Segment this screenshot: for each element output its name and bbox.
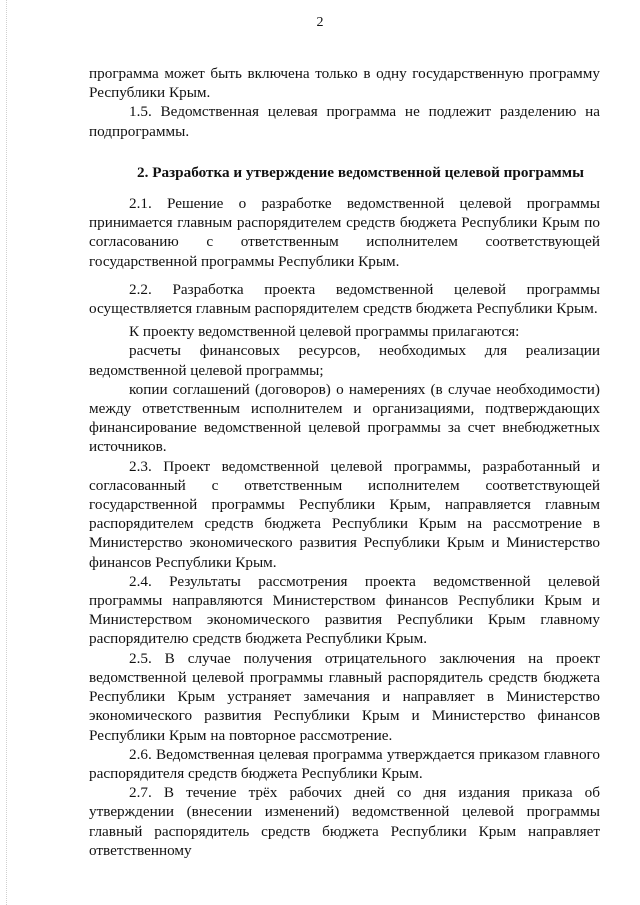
paragraph-2-1: 2.1. Решение о разработке ведомственной целевой программы принимается главным распорядителем средств бюджета Республики Крым по согласованию с ответственным исполнителем соответствующей государственной программы Республики Крым. xyxy=(89,195,600,270)
document-body xyxy=(89,64,600,860)
paragraph-2-5: 2.5. В случае получения отрицательного заключения на проект ведомственной целевой программы главный распорядитель средств бюджета Республики Крым устраняет замечания и направляет в Министерство экономического развития Республики Крым и Министерство финансов Республики Крым на повторное рассмотрение. xyxy=(89,649,600,744)
paragraph-2-7: 2.7. В течение трёх рабочих дней со дня издания приказа об утверждении (внесении изменений) ведомственной целевой программы главный распорядитель средств бюджета Республики Крым направляет ответственному xyxy=(89,784,600,859)
paragraph-attachments-intro: К проекту ведомственной целевой программы прилагаются: xyxy=(129,323,520,341)
paragraph-1-5: 1.5. Ведомственная целевая программа не подлежит разделению на подпрограммы. xyxy=(89,103,600,140)
scan-edge-line xyxy=(6,0,8,905)
section-heading: 2. Разработка и утверждение ведомственной целевой программы xyxy=(137,163,584,181)
paragraph-agreements: копии соглашений (договоров) о намерениях (в случае необходимости) между ответственным исполнителем и организациями, подтверждающих финансирование ведомственной целевой программы за счет внебюджетных источников. xyxy=(89,380,600,456)
page-number: 2 xyxy=(316,15,324,30)
paragraph-2-4: 2.4. Результаты рассмотрения проекта ведомственной целевой программы направляются Министерством финансов Республики Крым и Министерством экономического развития Республики Крым главному распорядителю средств бюджета Республики Крым. xyxy=(89,572,600,648)
paragraph-continuation: программа может быть включена только в одну государственную программу Республики Крым. xyxy=(89,65,600,102)
paragraph-2-6: 2.6. Ведомственная целевая программа утверждается приказом главного распорядителя средств бюджета Республики Крым. xyxy=(89,745,600,782)
paragraph-calculations: расчеты финансовых ресурсов, необходимых для реализации ведомственной целевой программы; xyxy=(89,342,600,379)
paragraph-2-2: 2.2. Разработка проекта ведомственной целевой программы осуществляется главным распорядителем средств бюджета Республики Крым. xyxy=(89,280,600,318)
paragraph-2-3: 2.3. Проект ведомственной целевой программы, разработанный и согласованный с ответственным исполнителем соответствующей государственной программы Республики Крым, направляется главным распорядителем средств бюджета Республики Крым на рассмотрение в Министерство экономического развития Республики Крым и Министерство финансов Республики Крым. xyxy=(89,457,600,571)
